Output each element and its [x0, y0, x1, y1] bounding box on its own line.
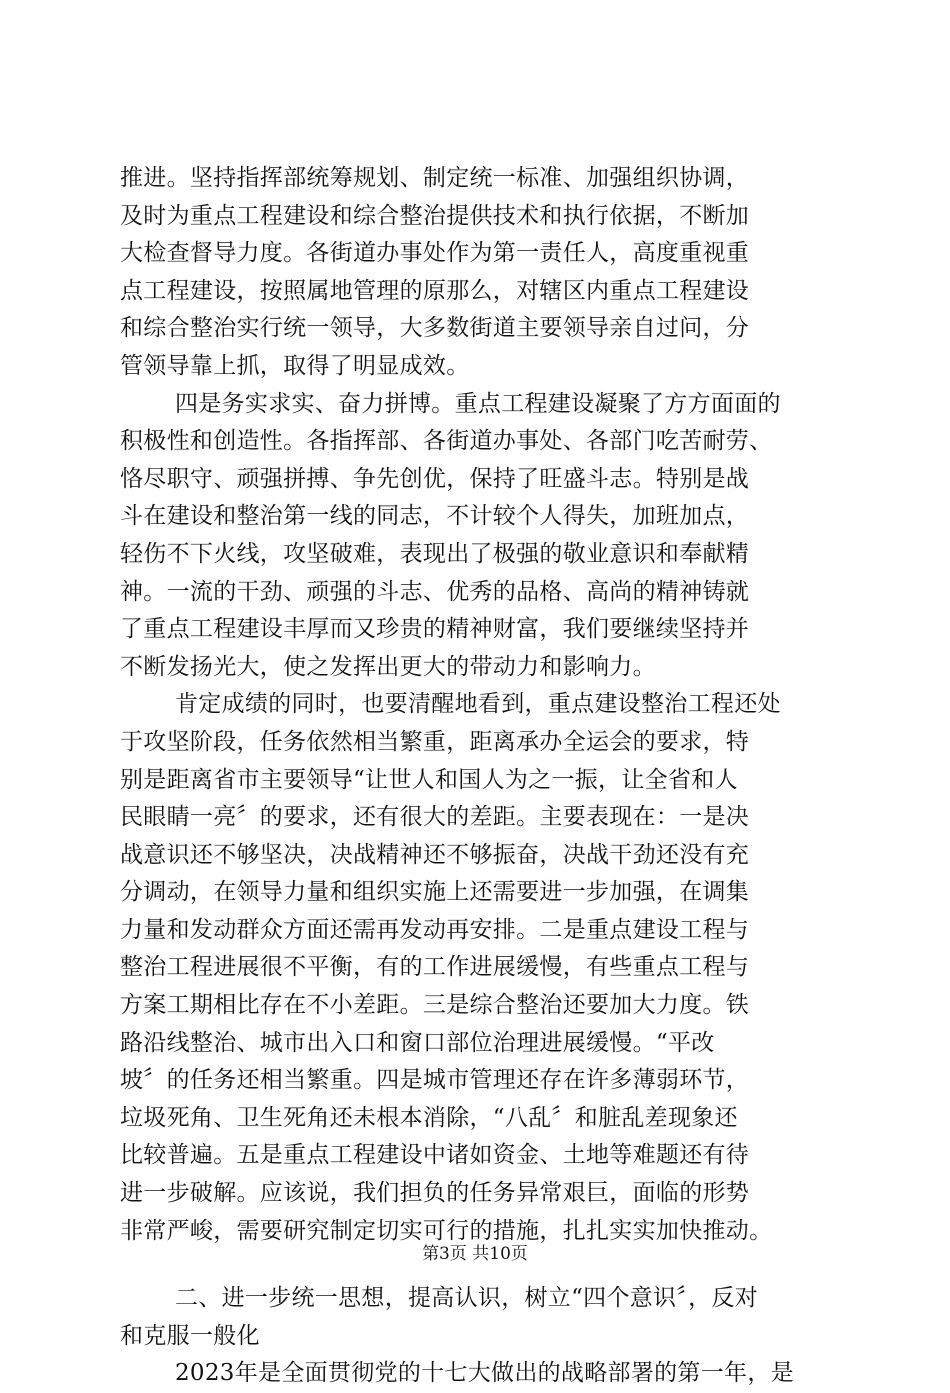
section-heading-line: 二、进一步统一思想，提高认识，树立“四个意识〞，反对: [175, 1285, 759, 1312]
paragraph-start-line: 肯定成绩的同时，也要清醒地看到，重点建设整治工程还处: [175, 691, 781, 718]
text-line: 分调动，在领导力量和组织实施上还需要进一步加强，在调集: [120, 879, 750, 906]
text-line: 和综合整治实行统一领导，大多数街道主要领导亲自过问，分: [120, 315, 750, 342]
section-heading-line: 和克服一般化: [120, 1322, 260, 1349]
text-line: 别是距离省市主要领导“让世人和国人为之一振，让全省和人: [120, 766, 738, 793]
text-line: 及时为重点工程建设和综合整治提供技术和执行依据，不断加: [120, 202, 750, 229]
text-line: 管领导靠上抓，取得了明显成效。: [120, 352, 470, 379]
text-line: 于攻坚阶段，任务依然相当繁重，距离承办全运会的要求，特: [120, 728, 750, 755]
text-line: 大检查督导力度。各街道办事处作为第一责任人，高度重视重: [120, 240, 750, 267]
text-line: 进一步破解。应该说，我们担负的任务异常艰巨，面临的形势: [120, 1180, 750, 1207]
text-line: 点工程建设，按照属地管理的原那么，对辖区内重点工程建设: [120, 277, 750, 304]
text-line: 垃圾死角、卫生死角还未根本消除，“八乱〞和脏乱差现象还: [120, 1104, 738, 1131]
paragraph-start-line: 四是务实求实、奋力拼博。重点工程建设凝聚了方方面面的: [175, 390, 781, 417]
text-line: 整治工程进展很不平衡，有的工作进展缓慢，有些重点工程与: [120, 954, 750, 981]
document-body: [120, 160, 860, 1393]
text-line: 斗在建设和整治第一线的同志，不计较个人得失，加班加点，: [120, 503, 750, 530]
text-line: 积极性和创造性。各指挥部、各街道办事处、各部门吃苦耐劳、: [120, 428, 773, 455]
text-line: 民眼睛一亮〞的要求，还有很大的差距。主要表现在：一是决: [120, 804, 750, 831]
text-line: 坡〞的任务还相当繁重。四是城市管理还存在许多薄弱环节，: [120, 1067, 750, 1094]
text-line: 力量和发动群众方面还需再发动再安排。二是重点建设工程与: [120, 916, 750, 943]
text-line: 了重点工程建设丰厚而又珍贵的精神财富，我们要继续坚持并: [120, 616, 750, 643]
text-line: 比较普遍。五是重点工程建设中诸如资金、土地等难题还有待: [120, 1142, 750, 1169]
page-number-footer: 第3页 共10页: [422, 1244, 528, 1264]
text-line: 推进。坚持指挥部统筹规划、制定统一标准、加强组织协调，: [120, 165, 750, 191]
text-line: 非常严峻，需要研究制定切实可行的措施，扎扎实实加快推动。: [120, 1217, 773, 1244]
text-line: 轻伤不下火线，攻坚破难，表现出了极强的敬业意识和奉献精: [120, 540, 750, 567]
text-line: 恪尽职守、顽强拼搏、争先创优，保持了旺盛斗志。特别是战: [120, 465, 750, 492]
text-line: 战意识还不够坚决，决战精神还不够振奋，决战干劲还没有充: [120, 841, 750, 868]
text-line: 方案工期相比存在不小差距。三是综合整治还要加大力度。铁: [120, 992, 750, 1019]
paragraph-start-line: 2023年是全面贯彻党的十七大做出的战略部署的第一年，是: [175, 1360, 794, 1387]
text-line: 不断发扬光大，使之发挥出更大的带动力和影响力。: [120, 653, 656, 680]
text-line: 路沿线整治、城市出入口和窗口部位治理进展缓慢。“平改: [120, 1029, 715, 1056]
text-line: 神。一流的干劲、顽强的斗志、优秀的品格、高尚的精神铸就: [120, 578, 750, 605]
